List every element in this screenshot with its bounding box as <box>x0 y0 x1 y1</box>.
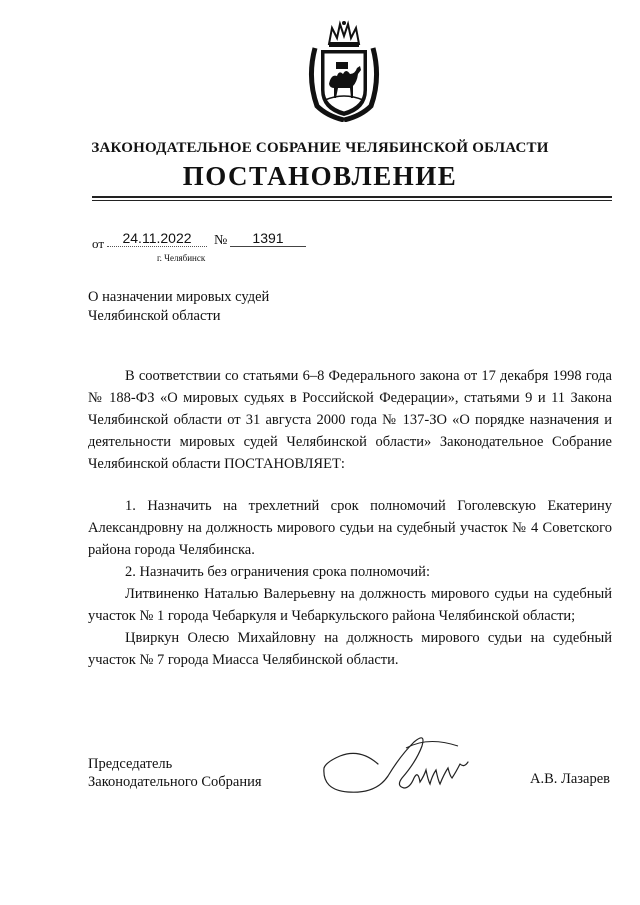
date-label: от <box>92 236 105 251</box>
signer-title-line: Законодательного Собрания <box>88 774 262 790</box>
coat-of-arms-icon <box>303 18 385 122</box>
item-2b-paragraph: Цвиркун Олесю Михайловну на должность мирового судьи на судебный участок № 7 города Миасса Челябинской области. <box>88 630 612 668</box>
signer-title-line: Председатель <box>88 756 173 772</box>
subject-line: Челябинской области <box>88 308 221 324</box>
organization-name: ЗАКОНОДАТЕЛЬНОЕ СОБРАНИЕ ЧЕЛЯБИНСКОЙ ОБЛАСТИ <box>91 140 549 156</box>
number-label: № <box>214 233 228 248</box>
crown-icon <box>329 21 359 47</box>
item-1-paragraph: 1. Назначить на трехлетний срок полномочий Гоголевскую Екатерину Александровну на должность мирового судьи на судебный участок № 4 Советского района города Челябинска. <box>88 498 612 558</box>
document-date: 24.11.2022 <box>107 230 207 247</box>
item-2-paragraph: 2. Назначить без ограничения срока полномочий: <box>125 564 430 580</box>
header-divider-thin <box>92 200 612 201</box>
city-label: г. Челябинск <box>157 253 206 263</box>
document-number: 1391 <box>230 230 306 247</box>
subject-line: О назначении мировых судей <box>88 289 270 305</box>
signer-name: А.В. Лазарев <box>530 771 610 787</box>
signer-title <box>88 755 262 791</box>
document-body <box>88 365 612 671</box>
item-2a-paragraph: Литвиненко Наталью Валерьевну на должность мирового судьи на судебный участок № 1 города Чебаркуля и Чебаркульского района Челябинской области; <box>88 586 612 624</box>
preamble-paragraph: В соответствии со статьями 6–8 Федерального закона от 17 декабря 1998 года № 188-ФЗ «О мировых судьях в Российской Федерации», статьями 9 и 11 Закона Челябинской области от 31 августа 2000 года № 137-ЗО «О порядке назначения и деятельности мировых судей Челябинской области» Законодательное Собрание Челябинской области ПОСТАНОВЛЯЕТ: <box>88 368 612 472</box>
document-type-title: ПОСТАНОВЛЕНИЕ <box>182 161 458 191</box>
header-divider-thick <box>92 196 612 198</box>
document-subject <box>88 288 368 326</box>
signature-icon <box>318 728 486 808</box>
